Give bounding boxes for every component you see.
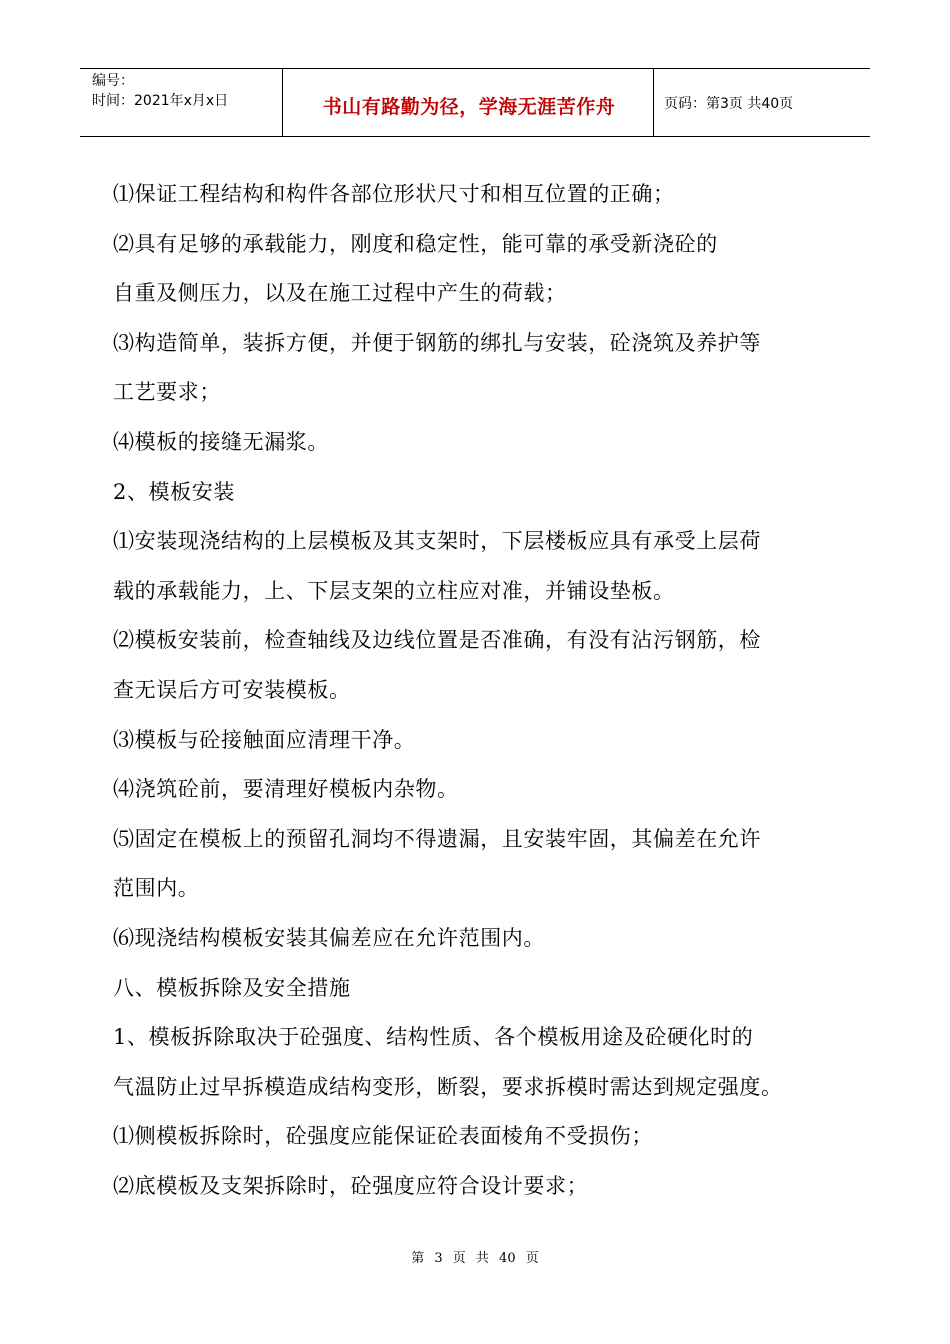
body-line: 载的承载能力，上、下层支架的立柱应对准，并铺设垫板。 bbox=[113, 578, 675, 603]
header-page-info: 页码：第3页 共40页 bbox=[664, 96, 794, 112]
body-line: ⑸固定在模板上的预留孔洞均不得遗漏，且安装牢固，其偏差在允许 bbox=[113, 826, 761, 851]
body-line: ⑶构造简单，装拆方便，并便于钢筋的绑扎与安装，砼浇筑及养护等 bbox=[113, 330, 761, 355]
body-line: ⑴保证工程结构和构件各部位形状尺寸和相互位置的正确； bbox=[113, 182, 675, 206]
header-top-rule bbox=[80, 68, 870, 69]
body-line: ⑵模板安装前，检查轴线及边线位置是否准确，有没有沾污钢筋，检 bbox=[113, 628, 761, 653]
body-line: ⑴侧模板拆除时，砼强度应能保证砼表面棱角不受损伤； bbox=[113, 1124, 653, 1149]
body-line: 查无误后方可安装模板。 bbox=[113, 677, 351, 702]
body-line: 1、模板拆除取决于砼强度、结构性质、各个模板用途及砼硬化时的 bbox=[113, 1025, 754, 1050]
body-line: 自重及侧压力，以及在施工过程中产生的荷载； bbox=[113, 281, 567, 306]
header-motto: 书山有路勤为径，学海无涯苦作舟 bbox=[322, 96, 616, 118]
body-line: ⑷浇筑砼前，要清理好模板内杂物。 bbox=[113, 777, 459, 802]
header-meta bbox=[92, 71, 228, 111]
serial-label: 编号： bbox=[92, 73, 134, 89]
body-line: 气温防止过早拆模造成结构变形，断裂，要求拆模时需达到规定强度。 bbox=[113, 1074, 783, 1099]
header-divider bbox=[653, 69, 654, 136]
document-body bbox=[113, 170, 848, 1211]
date-label: 时间：2021年x月x日 bbox=[92, 93, 229, 109]
body-line: ⑴安装现浇结构的上层模板及其支架时，下层楼板应具有承受上层荷 bbox=[113, 529, 761, 554]
body-line: ⑷模板的接缝无漏浆。 bbox=[113, 429, 329, 454]
body-line: 工艺要求； bbox=[113, 380, 221, 405]
body-line: ⑹现浇结构模板安装其偏差应在允许范围内。 bbox=[113, 925, 545, 950]
body-line: ⑵底模板及支架拆除时，砼强度应符合设计要求； bbox=[113, 1173, 589, 1198]
body-line: 范围内。 bbox=[113, 876, 200, 901]
header-divider bbox=[282, 69, 283, 136]
header-bottom-rule bbox=[80, 136, 870, 137]
body-line: ⑵具有足够的承载能力，刚度和稳定性，能可靠的承受新浇砼的 bbox=[113, 231, 718, 256]
body-line: 八、模板拆除及安全措施 bbox=[113, 975, 351, 1000]
page-footer: 第 3 页 共 40 页 bbox=[411, 1251, 539, 1266]
body-line: ⑶模板与砼接触面应清理干净。 bbox=[113, 727, 416, 752]
body-line: 2、模板安装 bbox=[113, 479, 235, 504]
